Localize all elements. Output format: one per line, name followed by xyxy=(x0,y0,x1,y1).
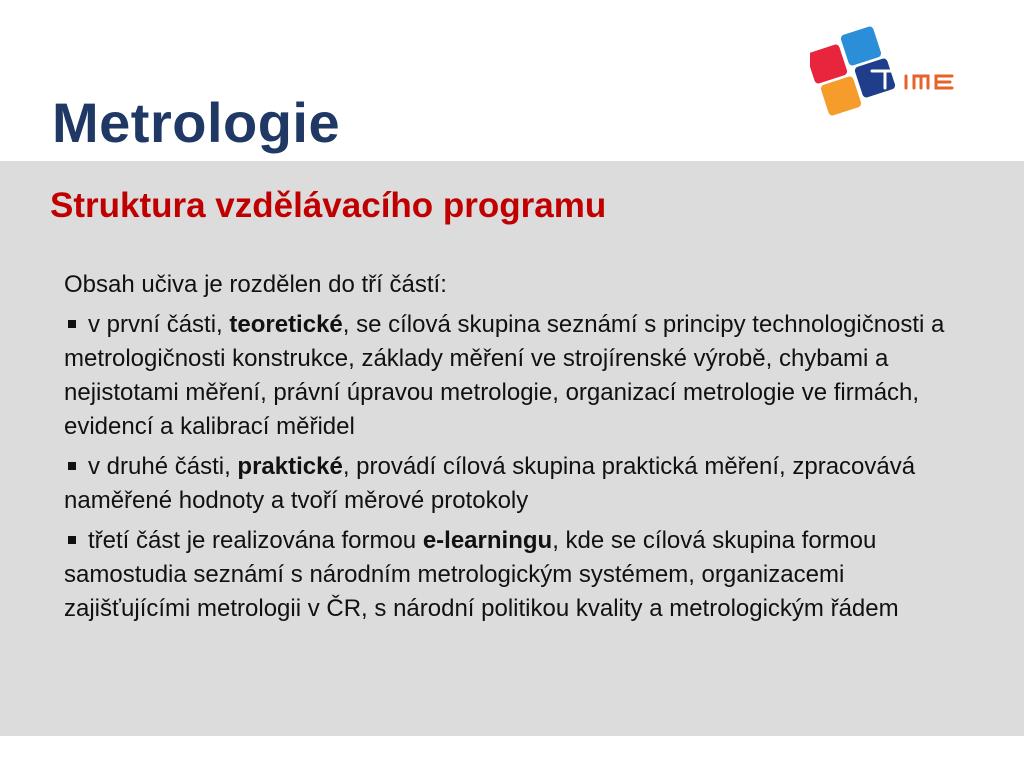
bullet-item-theory xyxy=(64,308,964,444)
bullet-item-practice xyxy=(64,450,964,518)
section-subtitle: Struktura vzdělávacího programu xyxy=(50,186,607,225)
bullet-text-after: , kde se cílová skupina formou samostudia seznámí s národním metrologickým systémem, organizacemi zajišťujícími metrologii v ČR, s národní politikou kvality a metrologickým řádem xyxy=(64,527,899,622)
page-title: Metrologie xyxy=(52,91,341,154)
square-bullet-icon xyxy=(68,320,76,328)
logo-letter-m xyxy=(914,76,928,88)
logo-square-blue xyxy=(840,26,882,67)
bullet-text-bold: teoretické xyxy=(229,311,343,338)
intro-text: Obsah učiva je rozdělen do tří částí: xyxy=(64,271,447,298)
bullet-list xyxy=(64,308,964,626)
logo-square-orange xyxy=(820,76,862,117)
logo-square-red xyxy=(810,44,848,85)
square-bullet-icon xyxy=(68,536,76,544)
bullet-text-bold: praktické xyxy=(237,453,343,480)
bullet-text-before: v první části, xyxy=(88,311,230,338)
time-logo xyxy=(810,24,990,120)
body-text xyxy=(64,268,964,632)
bullet-item-elearning xyxy=(64,524,964,626)
bullet-text-before: v druhé části, xyxy=(88,453,238,480)
bullet-text-after: , se cílová skupina seznámí s principy technologičnosti a metrologičnosti konstrukce, základy měření ve strojírenské výrobě, chybami a nejistotami měření, právní úpravou metrologie, organizací metrologie ve firmách, evidencí a kalibrací měřidel xyxy=(64,311,945,440)
bullet-text-before: třetí část je realizována formou xyxy=(88,527,423,554)
logo-square-navy xyxy=(854,58,896,99)
logo-letter-e xyxy=(936,76,952,88)
logo-wordmark xyxy=(872,71,952,88)
bullet-text-after: , provádí cílová skupina praktická měření, zpracovává naměřené hodnoty a tvoří měrové protokoly xyxy=(64,453,916,514)
square-bullet-icon xyxy=(68,462,76,470)
bullet-text-bold: e-learningu xyxy=(422,527,553,554)
